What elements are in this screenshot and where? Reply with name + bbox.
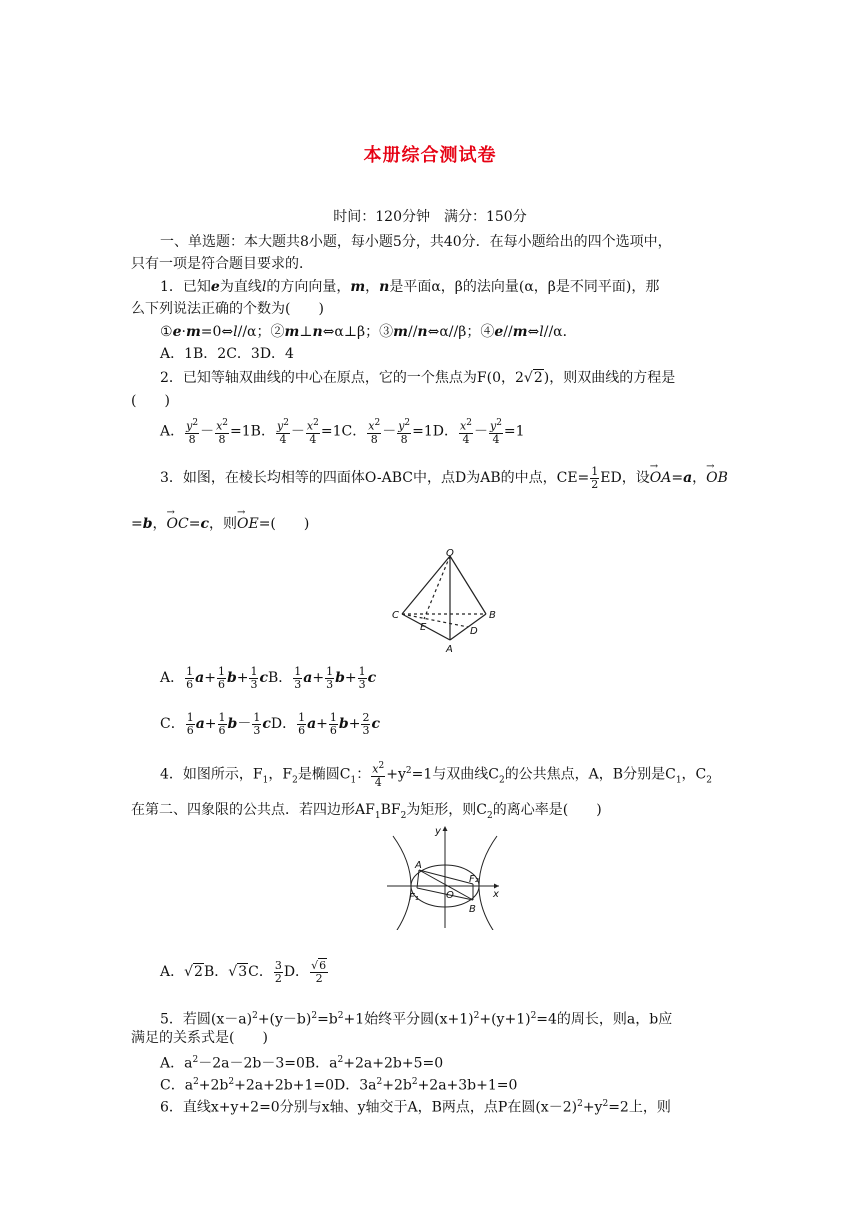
- page-title: 本册综合测试卷: [363, 145, 497, 166]
- label-b: B: [469, 904, 476, 915]
- label-a: A: [446, 644, 453, 654]
- question-4-stem-cont: 在第二、四象限的公共点．若四边形$AF_1BF_2$为矩形，则$C_2$的离心率是( ): [131, 802, 602, 821]
- question-3-choices-cd: C． $\frac{1}{6}$ a+ $\frac{1}{6}$ b－ $\frac{1}{3}$ cD． $\frac{1}{6}$ a+ $\frac{1}{6}$ b+ $\frac{2}{3}$ c: [160, 710, 380, 737]
- question-3-stem: 3．如图，在棱长均相等的四面体O-ABC中，点D为AB的中点，CE= $\frac{1}{2}$ ED，设→ OA=a，→ OB: [160, 464, 728, 492]
- question-1-stem: 1．已知e为直线l的方向向量，m，n是平面α，β的法向量(α，β是不同平面)，那: [160, 279, 660, 295]
- label-e: E: [420, 622, 427, 633]
- axis-y-label: y: [435, 826, 441, 837]
- question-1-stem-cont: 么下列说法正确的个数为( ): [131, 301, 324, 317]
- axis-x-label: x: [493, 889, 499, 900]
- question-5-stem-cont: 满足的关系式是( ): [131, 1030, 268, 1046]
- label-f1: F₁: [409, 892, 419, 903]
- question-1-statements: ①e·m=0⇔l//α；②m⊥n⇔α⊥β；③m//n⇔α//β；④e//m⇔l//α．: [160, 324, 577, 340]
- label-o: O: [446, 890, 454, 901]
- tetrahedron-figure: [388, 548, 508, 654]
- question-6-stem: 6．直线x+y+2=0分别与x轴、y轴交于A，B两点，点P在圆$(x-2)^2+y^2=2$上，则: [160, 1099, 671, 1116]
- label-a: A: [415, 860, 422, 871]
- exam-info: 时间：120分钟 满分：150分: [333, 209, 527, 225]
- label-b: B: [489, 610, 496, 621]
- question-2-stem: 2．已知等轴双曲线的中心在原点，它的一个焦点为F(0，2√2)，则双曲线的方程是: [160, 370, 676, 386]
- label-f2: F₂: [469, 874, 479, 885]
- ellipse-hyperbola-figure: [383, 824, 509, 930]
- question-5-choices-cd: C．$a^2+2b^2+2a+2b+1=0D$．$3a^2+2b^2+2a+3b+1=0$: [160, 1077, 518, 1094]
- question-3-stem-cont: =b，→ OC=c，则→ OE=( ): [131, 514, 309, 534]
- label-o: O: [446, 548, 454, 559]
- question-4-choices: A．√2B．√3C． $\frac{3}{2}$ D． $\frac{√6}{2}$: [160, 958, 327, 985]
- section-heading: 一、单选题：本大题共8小题，每小题5分，共40分．在每小题给出的四个选项中，: [160, 234, 672, 250]
- section-heading-cont: 只有一项是符合题目要求的．: [131, 256, 313, 272]
- question-5-stem: 5．若圆$(x-a)^2+(y-b)^2=b^2+1$始终平分圆$(x+1)^2+(y+1)^2=4$的周长，则a，b应: [160, 1011, 673, 1028]
- question-3-choices-ab: A． $\frac{1}{6}$ a+ $\frac{1}{6}$ b+ $\frac{1}{3}$ cB． $\frac{1}{3}$ a+ $\frac{1}{3}$ b+ $\frac{1}{3}$ c: [160, 664, 377, 691]
- question-4-stem: 4．如图所示，$F_1$，$F_2$是椭圆$C_1$： $\frac{x^2}{4}$ $+y^2=1$与双曲线$C_2$的公共焦点，A，B分别是$C_1$，$C_2$: [160, 761, 712, 789]
- label-d: D: [470, 626, 478, 637]
- question-1-choices: A．1B．2C．3D．4: [160, 346, 294, 362]
- label-c: C: [392, 610, 399, 621]
- question-2-stem-cont: ( ): [131, 393, 170, 409]
- question-2-choices: A． $\frac{y^2}{8}$ － $\frac{x^2}{8}$ =1B． $\frac{y^2}{4}$ － $\frac{x^2}{4}$ =1C． $\frac{x^2}{8}$ － $\frac{y^2}{8}$ =1D． $\frac{x^2}{4}$ － $\frac{y^2}{4}$ =1: [160, 418, 525, 446]
- question-5-choices-ab: A．$a^2-2a-2b-3=0B$．$a^2+2a+2b+5=0$: [160, 1055, 444, 1072]
